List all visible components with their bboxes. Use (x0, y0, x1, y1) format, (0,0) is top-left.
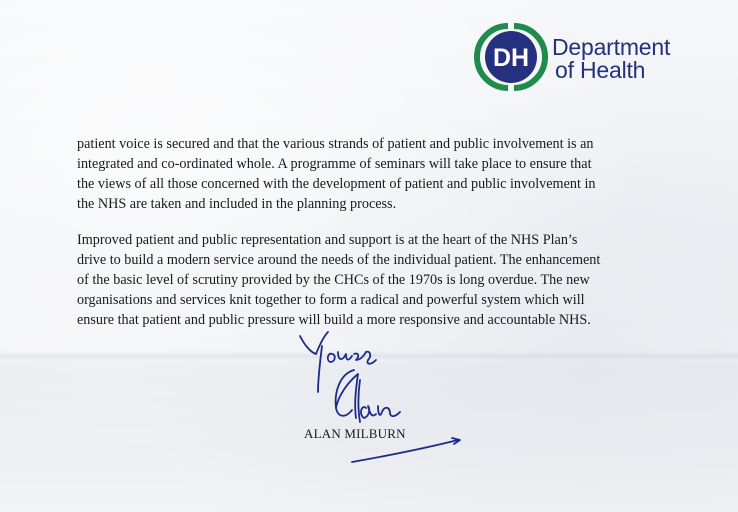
department-of-health-logo (474, 22, 714, 92)
paragraph-1-line: the views of all those concerned with the development of patient and public involvement in (77, 176, 596, 192)
paragraph-1 (77, 134, 657, 214)
paragraph-2-line: ensure that patient and public pressure will build a more responsive and accountable NHS. (77, 312, 591, 328)
handwritten-signature (296, 322, 476, 472)
paragraph-1-line: integrated and co-ordinated whole. A programme of seminars will take place to ensure that (77, 156, 592, 172)
paragraph-1-line: patient voice is secured and that the various strands of patient and public involvement is an (77, 136, 594, 152)
paragraph-2-line: Improved patient and public representation and support is at the heart of the NHS Plan’s (77, 232, 578, 248)
paragraph-1-line: the NHS are taken and included in the planning process. (77, 196, 397, 212)
paragraph-2-line: organisations and services knit together to form a radical and powerful system which will (77, 292, 585, 308)
org-name-line1: Department (552, 34, 671, 60)
logo-mark-text: DH (492, 44, 530, 72)
signatory-name: ALAN MILBURN (304, 426, 406, 441)
org-name-line2: of Health (555, 57, 646, 83)
paragraph-2-line: of the basic level of scrutiny provided by the CHCs of the 1970s is long overdue. The new (77, 272, 590, 288)
org-name (552, 36, 670, 82)
paragraph-2-line: drive to build a modern service around the needs of the individual patient. The enhancement (77, 252, 601, 268)
dh-logo-icon (474, 22, 548, 92)
paragraph-2 (77, 230, 657, 330)
